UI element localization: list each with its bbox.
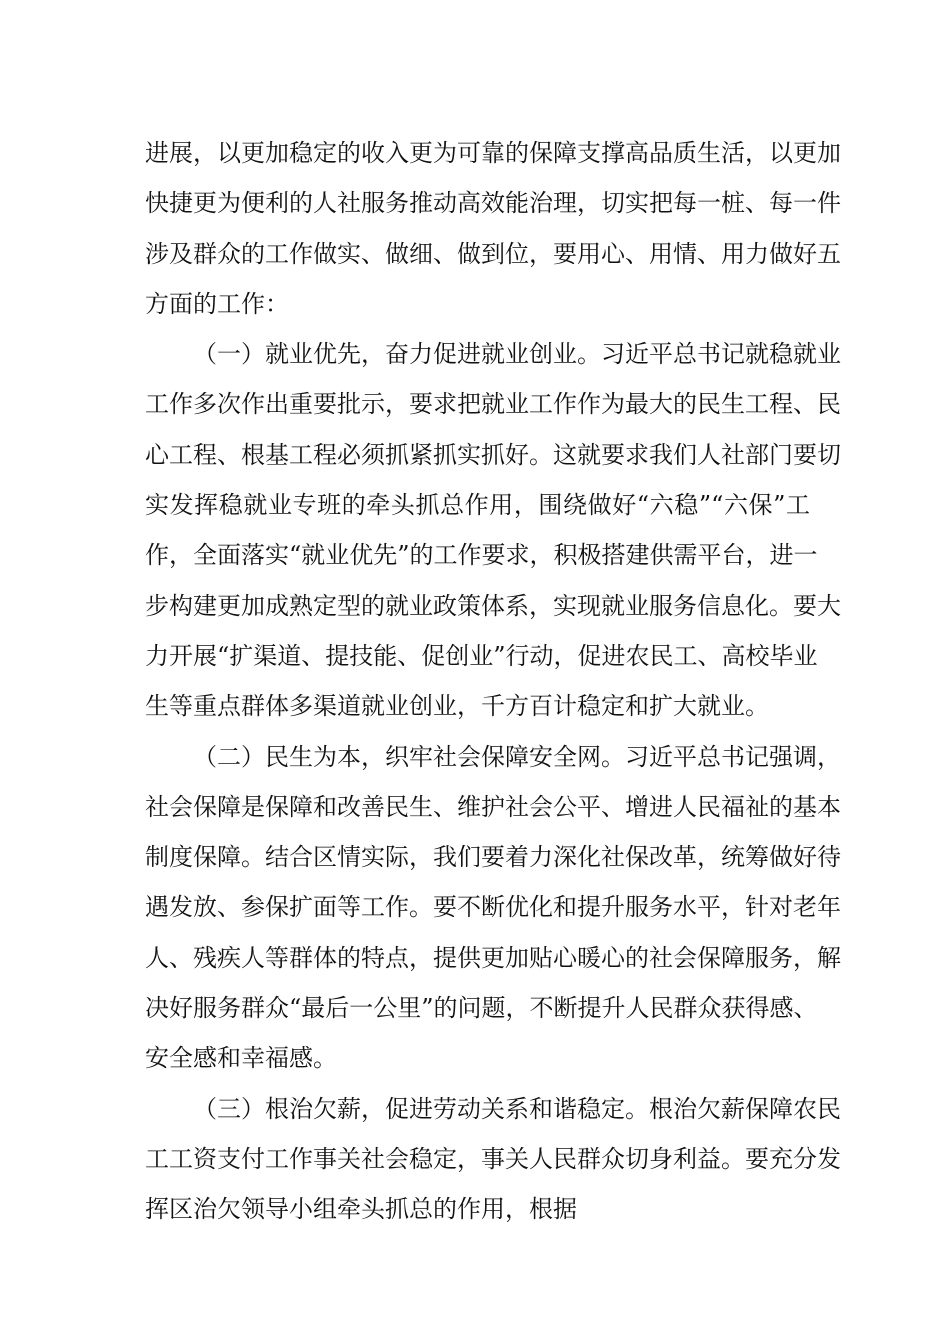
text-line: 作，全面落实“就业优先”的工作要求，积极搭建供需平台，进一 xyxy=(145,541,818,570)
paragraph-social-security xyxy=(145,732,841,1084)
text-line: 进展，以更加稳定的收入更为可靠的保障支撑高品质生活，以更加 xyxy=(145,139,841,167)
text-line: 安全感和幸福感。 xyxy=(145,1044,337,1073)
text-line: （二）民生为本，织牢社会保障安全网。习近平总书记强调， xyxy=(193,742,841,771)
text-line: 挥区治欠领导小组牵头抓总的作用，根据 xyxy=(145,1195,577,1224)
document-body xyxy=(145,128,841,1235)
text-line: 工作多次作出重要批示，要求把就业工作作为最大的民生工程、民 xyxy=(145,390,841,419)
text-line: 制度保障。结合区情实际，我们要着力深化社保改革，统筹做好待 xyxy=(145,843,841,872)
text-line: 实发挥稳就业专班的牵头抓总作用，围绕做好“六稳”“六保”工 xyxy=(145,491,810,520)
paragraph-employment xyxy=(145,329,841,731)
text-line: 决好服务群众“最后一公里”的问题，不断提升人民群众获得感、 xyxy=(145,994,818,1023)
text-line: 涉及群众的工作做实、做细、做到位，要用心、用情、用力做好五 xyxy=(145,239,841,268)
text-line: （三）根治欠薪，促进劳动关系和谐稳定。根治欠薪保障农民 xyxy=(193,1094,841,1123)
text-line: （一）就业优先，奋力促进就业创业。习近平总书记就稳就业 xyxy=(193,340,841,369)
text-line: 工工资支付工作事关社会稳定，事关人民群众切身利益。要充分发 xyxy=(145,1144,841,1173)
text-line: 步构建更加成熟定型的就业政策体系，实现就业服务信息化。要大 xyxy=(145,591,841,620)
text-line: 快捷更为便利的人社服务推动高效能治理，切实把每一桩、每一件 xyxy=(145,189,841,218)
text-line: 力开展“扩渠道、提技能、促创业”行动，促进农民工、高校毕业 xyxy=(145,641,818,670)
text-line: 生等重点群体多渠道就业创业，千方百计稳定和扩大就业。 xyxy=(145,692,769,721)
text-line: 社会保障是保障和改善民生、维护社会公平、增进人民福祉的基本 xyxy=(145,792,841,821)
text-line: 心工程、根基工程必须抓紧抓实抓好。这就要求我们人社部门要切 xyxy=(145,440,841,469)
paragraph-intro xyxy=(145,128,841,329)
text-line: 人、残疾人等群体的特点，提供更加贴心暖心的社会保障服务，解 xyxy=(145,943,841,972)
text-line: 遇发放、参保扩面等工作。要不断优化和提升服务水平，针对老年 xyxy=(145,893,841,922)
paragraph-wage-arrears xyxy=(145,1084,841,1235)
text-line: 方面的工作： xyxy=(145,289,289,318)
